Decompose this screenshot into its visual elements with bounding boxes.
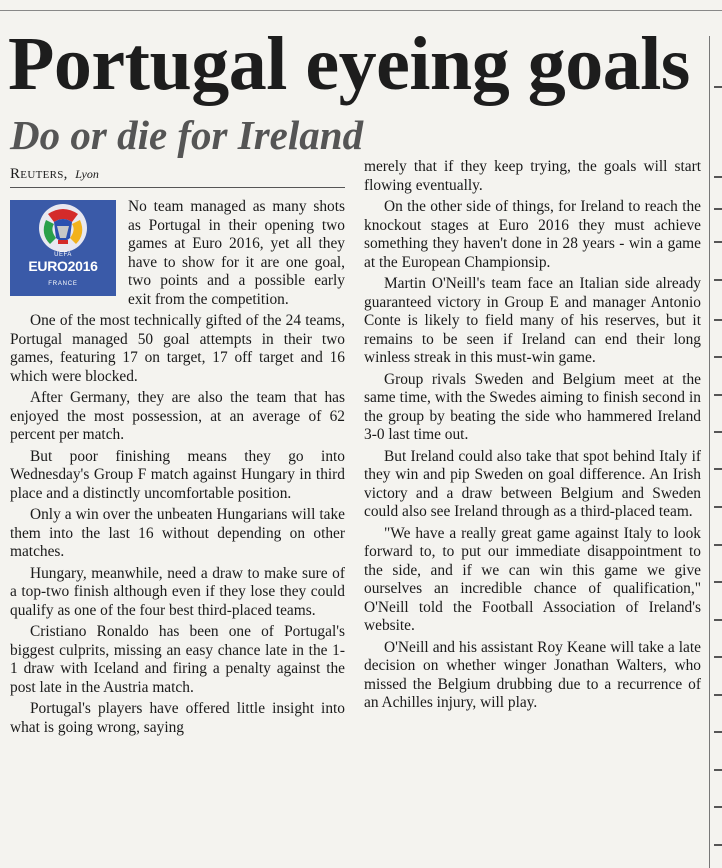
paragraph: Cristiano Ronaldo has been one of Portugal's biggest culprits, missing an easy chance late in the 1-1 draw with Iceland and firing a penalty against the post late in the Austria match. [10,623,345,696]
article-column-2 [364,158,701,716]
paragraph: On the other side of things, for Ireland to reach the knockout stages at Euro 2016 they must achieve something they haven't done in 28 years - win a game at the European Championsip. [364,198,701,271]
paragraph: Hungary, meanwhile, need a draw to make sure of a top-two finish although even if they lose they could qualify as one of the four best third-placed teams. [10,564,345,619]
logo-euro2016: EURO2016 [28,258,98,274]
paragraph: Martin O'Neill's team face an Italian side already guaranteed victory in Group E and manager Antonio Conte is likely to field many of his reserves, but it remains to be seen if Ireland can end their long winless streak in this must-win game. [364,275,701,366]
paragraph: merely that if they keep trying, the goals will start flowing eventually. [364,158,701,194]
paragraph: Portugal's players have offered little insight into what is going wrong, saying [10,700,345,736]
paragraph: After Germany, they are also the team that has enjoyed the most possession, at an average of 62 percent per match. [10,389,345,443]
subheadline: Do or die for Ireland [10,112,364,158]
logo-france: FRANCE [48,281,78,287]
byline [10,164,345,188]
logo-uefa: UEFA [54,252,72,258]
adjacent-column-edge [709,36,722,868]
paragraph: But poor finishing means they go into Wednesday's Group F match against Hungary in third place and a distinctly uncomfortable position. [10,447,345,502]
paragraph: Group rivals Sweden and Belgium meet at the same time, with the Swedes aiming to finish second in the group by beating the side who hammered Ireland 3-0 last time out. [364,370,701,443]
paragraph: No team managed as many shots as Portugal in their opening two games at Euro 2016, yet all they have to show for it are one goal, two points and a possible early exit from the competition. [128,198,345,308]
paragraph: One of the most technically gifted of the 24 teams, Portugal managed 50 goal attempts in their two games, featuring 17 on target, 17 off target and 16 which were blocked. [10,312,345,385]
byline-location: Lyon [75,167,99,181]
paragraph: "We have a really great game against Italy to look forward to, to put our immediate disappointment to the side, and if we can win this game we give ourselves an incredible chance of qualification," O'Neill told the Football Association of Ireland's website. [364,524,701,634]
paragraph: O'Neill and his assistant Roy Keane will take a late decision on whether winger Jonathan Walters, who missed the Belgium drubbing due to a recurrence of an Achilles injury, will play. [364,638,701,711]
headline: Portugal eyeing goals [8,22,690,106]
article-column-1 [10,198,345,740]
paragraph: Only a win over the unbeaten Hungarians will take them into the last 16 without depending on other matches. [10,506,345,560]
top-rule [0,10,722,11]
byline-agency: Reuters, [10,166,68,182]
paragraph: But Ireland could also take that spot behind Italy if they win and pip Sweden on goal difference. An Irish victory and a draw between Belgium and Sweden could also see Ireland through as a third-placed team. [364,447,701,520]
euro2016-logo [10,200,116,296]
